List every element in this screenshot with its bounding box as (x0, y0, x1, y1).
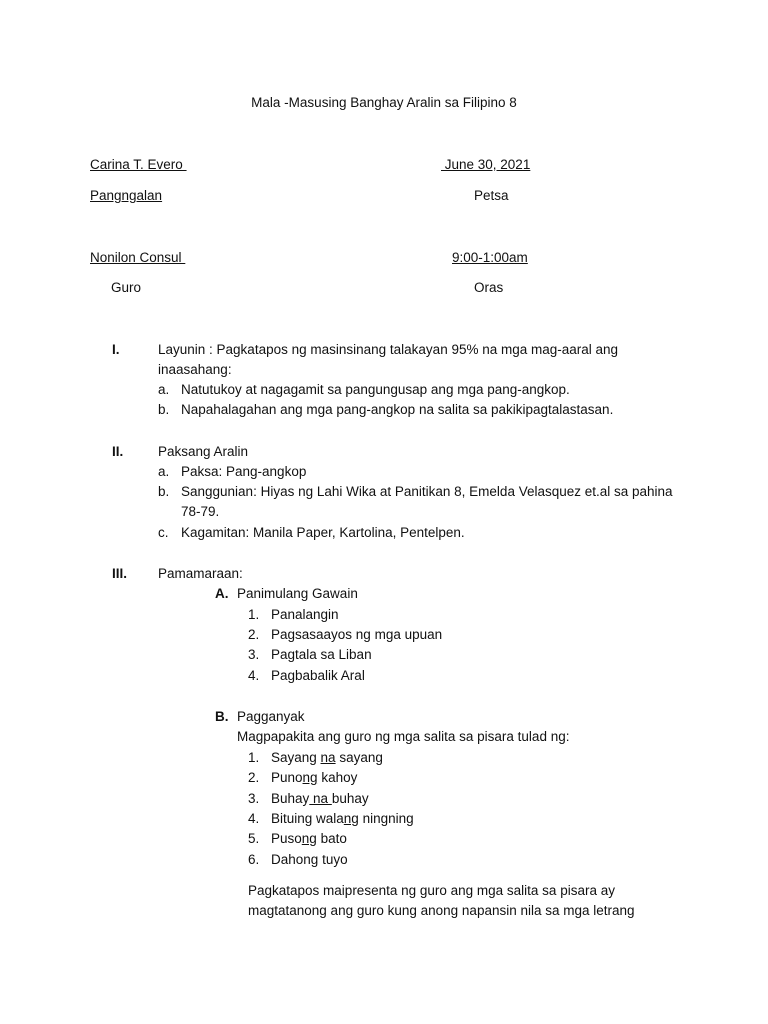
example-2-number: 2. (248, 770, 260, 785)
closing-line-2: magtatanong ang guro kung anong napansin nila sa mga letrang (248, 903, 635, 918)
activity-4-number: 4. (248, 668, 260, 683)
teacher-name: Nonilon Consul (90, 250, 186, 265)
page-title: Mala -Masusing Banghay Aralin sa Filipino 8 (251, 95, 517, 110)
section-2-number: II. (112, 444, 124, 459)
part-a-heading: Panimulang Gawain (237, 586, 358, 601)
example-1-phrase: Sayang na sayang (271, 750, 383, 765)
objective-b-text: Napahalagahan ang mga pang-angkop na salita sa pakikipagtalastasan. (181, 402, 614, 417)
objective-a-text: Natutukoy at nagagamit sa pangungusap ang mga pang-angkop. (181, 382, 570, 397)
example-6-number: 6. (248, 852, 260, 867)
example-5-phrase: Pusong bato (271, 831, 347, 846)
time-label: Oras (474, 280, 504, 295)
activity-2-text: Pagsasaayos ng mga upuan (271, 627, 443, 642)
example-6-phrase: Dahong tuyo (271, 852, 348, 867)
closing-line-1: Pagkatapos maipresenta ng guro ang mga salita sa pisara ay (248, 883, 615, 898)
section-3-heading: Pamamaraan: (158, 566, 243, 581)
example-1-number: 1. (248, 750, 260, 765)
student-name: Carina T. Evero (90, 157, 187, 172)
subject-text: Paksa: Pang-angkop (181, 464, 307, 479)
subject-letter: a. (158, 464, 170, 479)
example-3-phrase: Buhay na buhay (271, 791, 369, 806)
objective-line-2: inaasahang: (158, 362, 232, 377)
example-5-number: 5. (248, 831, 260, 846)
section-1-number: I. (112, 342, 120, 357)
date-label: Petsa (474, 188, 509, 203)
linker: ng (343, 811, 359, 826)
section-2-heading: Paksang Aralin (158, 444, 249, 459)
lesson-time: 9:00-1:00am (452, 250, 528, 265)
teacher-label: Guro (111, 280, 142, 295)
example-2-phrase: Punong kahoy (271, 770, 358, 785)
objective-a-letter: a. (158, 382, 170, 397)
part-b-intro: Magpapakita ang guro ng mga salita sa pisara tulad ng: (237, 729, 570, 744)
example-3-number: 3. (248, 791, 260, 806)
objective-line-1: Layunin : Pagkatapos ng masinsinang talakayan 95% na mga mag-aaral ang (158, 342, 619, 357)
reference-letter: b. (158, 484, 170, 499)
activity-4-text: Pagbabalik Aral (271, 668, 365, 683)
part-a-letter: A. (215, 586, 229, 601)
materials-letter: c. (158, 525, 169, 540)
example-4-phrase: Bituing walang ningning (271, 811, 414, 826)
linker: na (320, 750, 336, 765)
activity-3-number: 3. (248, 647, 260, 662)
activity-3-text: Pagtala sa Liban (271, 647, 372, 662)
linker: ng (302, 770, 318, 785)
objective-b-letter: b. (158, 402, 170, 417)
linker: ng (301, 831, 317, 846)
activity-1-number: 1. (248, 607, 260, 622)
part-b-letter: B. (215, 709, 229, 724)
part-b-heading: Pagganyak (237, 709, 305, 724)
example-4-number: 4. (248, 811, 260, 826)
reference-line-1: Sanggunian: Hiyas ng Lahi Wika at Panitikan 8, Emelda Velasquez et.al sa pahina (181, 484, 673, 499)
materials-text: Kagamitan: Manila Paper, Kartolina, Pentelpen. (181, 525, 465, 540)
linker: na (309, 791, 332, 806)
name-label: Pangngalan (90, 188, 163, 203)
activity-1-text: Panalangin (271, 607, 339, 622)
lesson-date: June 30, 2021 (441, 157, 531, 172)
linker: g (310, 852, 319, 867)
reference-line-2: 78-79. (181, 504, 220, 519)
section-3-number: III. (112, 566, 128, 581)
activity-2-number: 2. (248, 627, 260, 642)
